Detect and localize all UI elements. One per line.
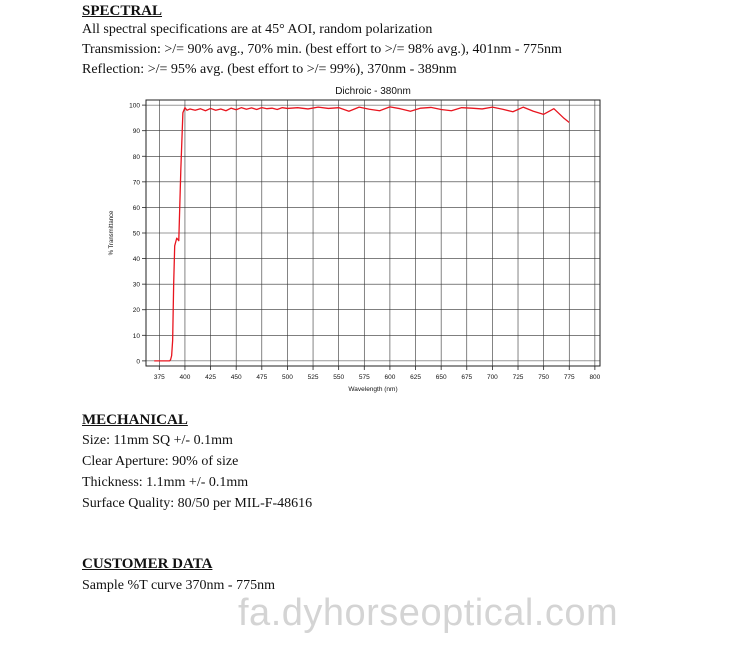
mechanical-line-thickness: Thickness: 1.1mm +/- 0.1mm [82, 475, 249, 490]
x-tick-label: 775 [563, 374, 575, 381]
transmittance-chart [100, 82, 620, 400]
x-tick-label: 375 [153, 374, 165, 381]
y-tick-label: 70 [132, 179, 140, 187]
mechanical-heading: MECHANICAL [82, 412, 188, 428]
y-tick-label: 100 [129, 102, 140, 110]
x-tick-label: 675 [461, 374, 473, 381]
x-tick-label: 475 [256, 374, 268, 381]
x-tick-label: 625 [410, 374, 421, 381]
transmittance-curve [154, 107, 569, 361]
chart-title: Dichroic - 380nm [335, 86, 411, 97]
mechanical-line-surface: Surface Quality: 80/50 per MIL-F-48616 [82, 496, 313, 511]
x-tick-label: 750 [538, 374, 550, 381]
x-axis-label: Wavelength (nm) [348, 386, 398, 393]
y-tick-label: 60 [132, 204, 140, 212]
spectral-line-reflection: Reflection: >/= 95% avg. (best effort to >/= 99%), 370nm - 389nm [82, 62, 457, 77]
y-tick-label: 20 [132, 307, 140, 315]
x-tick-label: 425 [205, 374, 216, 381]
y-tick-label: 80 [132, 153, 140, 161]
x-tick-label: 650 [435, 374, 447, 381]
x-tick-label: 725 [512, 374, 524, 381]
x-tick-label: 600 [384, 374, 396, 381]
x-tick-label: 450 [230, 374, 242, 381]
x-tick-label: 550 [333, 374, 345, 381]
x-tick-label: 800 [589, 374, 601, 381]
mechanical-line-aperture: Clear Aperture: 90% of size [82, 454, 239, 469]
x-tick-label: 700 [486, 374, 498, 381]
x-tick-label: 575 [358, 374, 370, 381]
y-tick-label: 50 [132, 230, 140, 238]
y-tick-label: 40 [132, 256, 140, 264]
y-tick-label: 10 [132, 332, 140, 340]
spectral-heading: SPECTRAL [82, 3, 163, 19]
customer-data-line: Sample %T curve 370nm - 775nm [82, 578, 275, 593]
x-tick-label: 500 [281, 374, 293, 381]
y-tick-label: 0 [136, 358, 140, 366]
spectral-line-transmission: Transmission: >/= 90% avg., 70% min. (best effort to >/= 98% avg.), 401nm - 775nm [82, 42, 562, 57]
y-tick-label: 30 [132, 281, 140, 289]
y-tick-label: 90 [132, 128, 140, 136]
spectral-line-aoi: All spectral specifications are at 45° AOI, random polarization [82, 22, 433, 37]
mechanical-line-size: Size: 11mm SQ +/- 0.1mm [82, 433, 233, 448]
x-tick-label: 400 [179, 374, 191, 381]
x-tick-label: 525 [307, 374, 319, 381]
y-axis-label: % Transmittance [109, 210, 115, 256]
customer-data-heading: CUSTOMER DATA [82, 556, 213, 572]
watermark: fa.dyhorseoptical.com [238, 592, 619, 634]
